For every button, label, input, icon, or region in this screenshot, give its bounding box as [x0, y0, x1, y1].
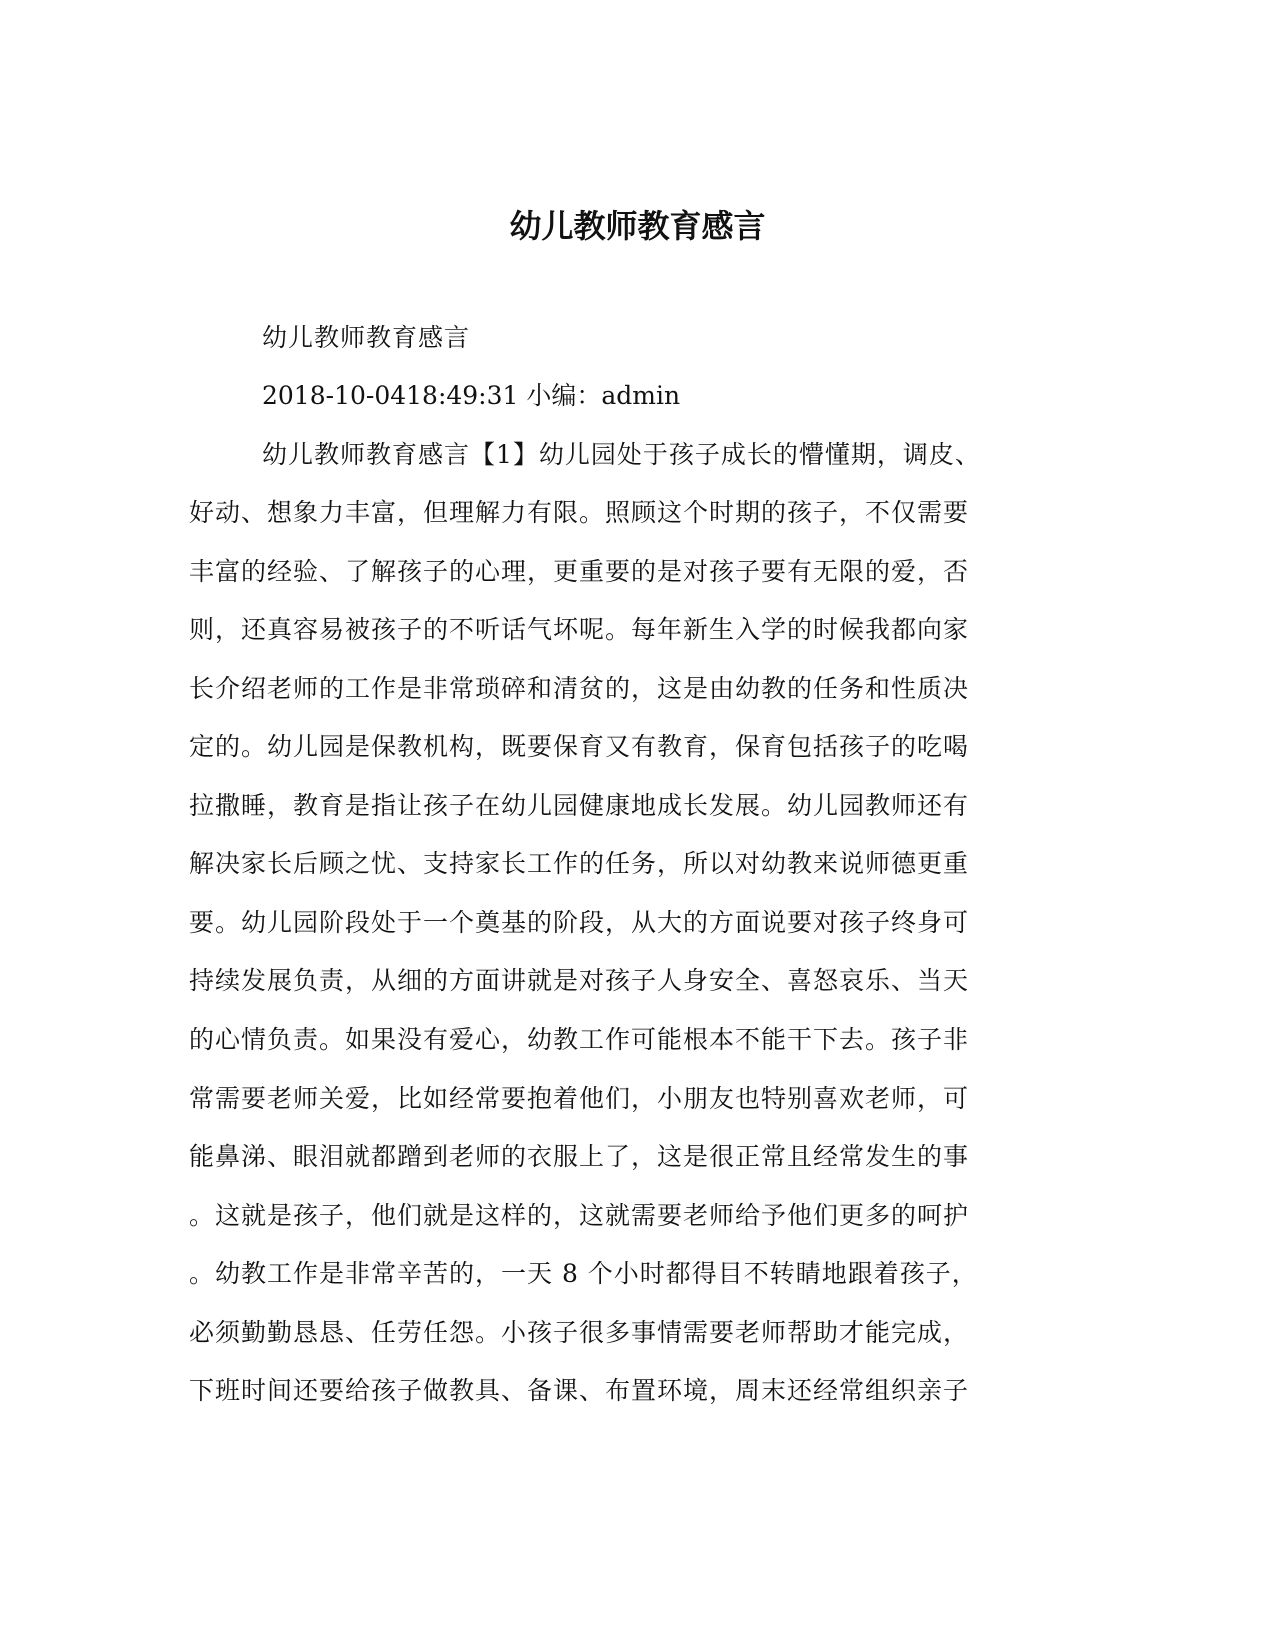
paragraph-line: 常需要老师关爱，比如经常要抱着他们，小朋友也特别喜欢老师，可 — [189, 1084, 970, 1113]
paragraph-line: 丰富的经验、了解孩子的心理，更重要的是对孩子要有无限的爱，否 — [189, 557, 970, 586]
paragraph-line: 。幼教工作是非常辛苦的，一天 8 个小时都得目不转睛地跟着孩子， — [189, 1259, 978, 1288]
article-subtitle: 幼儿教师教育感言 — [262, 323, 471, 352]
paragraph-line: 则，还真容易被孩子的不听话气坏呢。每年新生入学的时候我都向家 — [189, 615, 970, 644]
paragraph-line: 长介绍老师的工作是非常琐碎和清贫的，这是由幼教的任务和性质决 — [189, 674, 970, 703]
paragraph-line: 的心情负责。如果没有爱心，幼教工作可能根本不能干下去。孩子非 — [189, 1025, 970, 1054]
paragraph-line: 定的。幼儿园是保教机构，既要保育又有教育，保育包括孩子的吃喝 — [189, 732, 970, 761]
paragraph-line: 拉撒睡，教育是指让孩子在幼儿园健康地成长发展。幼儿园教师还有 — [189, 791, 970, 820]
paragraph-line: 必须勤勤恳恳、任劳任怨。小孩子很多事情需要老师帮助才能完成， — [189, 1318, 970, 1347]
paragraph-line: 下班时间还要给孩子做教具、备课、布置环境，周末还经常组织亲子 — [189, 1376, 970, 1405]
paragraph-line: 解决家长后顾之忧、支持家长工作的任务，所以对幼教来说师德更重 — [189, 849, 970, 878]
paragraph-line: 持续发展负责，从细的方面讲就是对孩子人身安全、喜怒哀乐、当天 — [189, 966, 970, 995]
paragraph-line: 。这就是孩子，他们就是这样的，这就需要老师给予他们更多的呵护 — [189, 1201, 970, 1230]
article-meta: 2018-10-0418:49:31 小编：admin — [262, 381, 681, 410]
paragraph-line: 能鼻涕、眼泪就都蹭到老师的衣服上了，这是很正常且经常发生的事 — [189, 1142, 970, 1171]
document-title: 幼儿教师教育感言 — [509, 207, 766, 245]
paragraph-line: 要。幼儿园阶段处于一个奠基的阶段，从大的方面说要对孩子终身可 — [189, 908, 970, 937]
paragraph-line: 幼儿教师教育感言【1】幼儿园处于孩子成长的懵懂期，调皮、 — [262, 440, 981, 469]
paragraph-line: 好动、想象力丰富，但理解力有限。照顾这个时期的孩子，不仅需要 — [189, 498, 970, 527]
